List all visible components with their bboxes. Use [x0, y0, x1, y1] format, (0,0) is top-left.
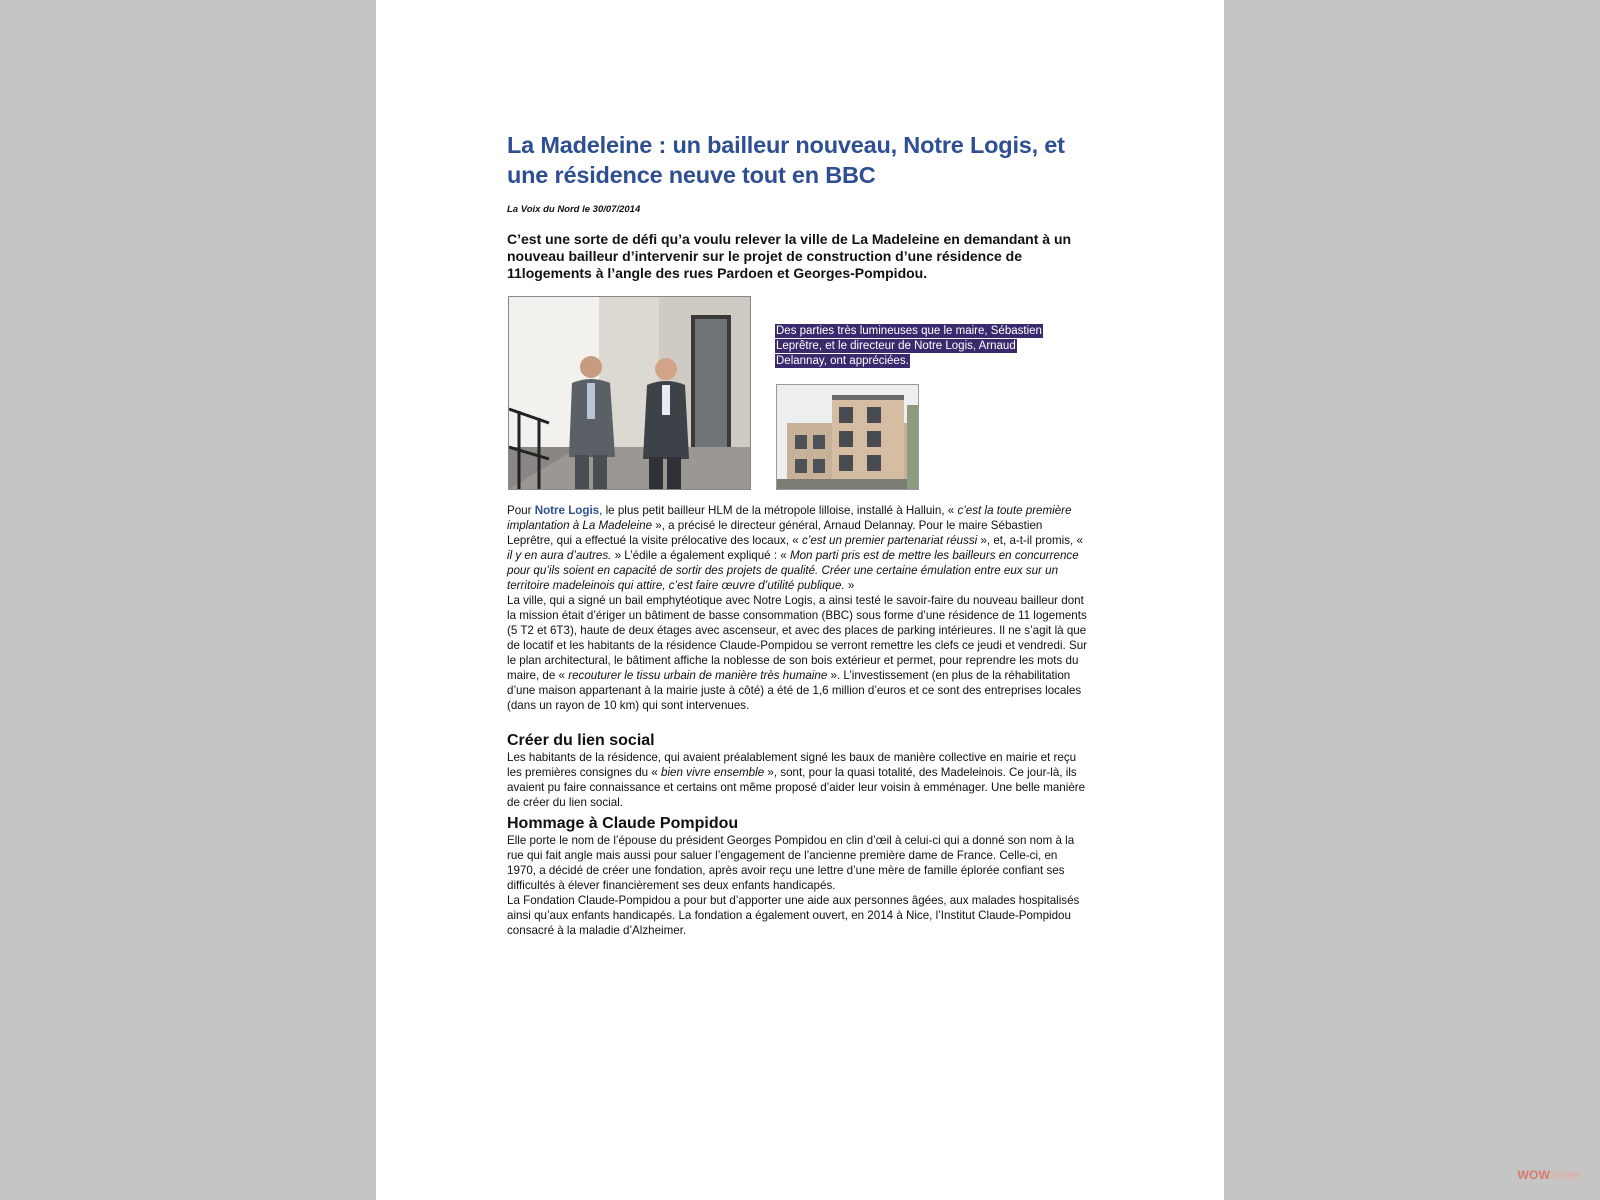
paragraph-1: Pour Notre Logis, le plus petit bailleur HLM de la métropole lilloise, installé à Halluin, « c’est la toute première implantation à La Madeleine », a précisé le directeur général, Arnaud Delannay. Pour le maire Sébastien Leprêtre, qui a effectué la visite prélocative des locaux, « c’est un premier partenariat réussi », et, a-t-il promis, « il y en aura d’autres. » L’édile a également expliqué : « Mon parti pris est de mettre les bailleurs en concurrence pour qu’ils soient en capacité de sortir des projets de qualité. Créer une certaine émulation entre eux sur un territoire madeleinois qui attire, c’est faire œuvre d’utilité publique. » [507, 504, 1083, 592]
paragraph-2: La ville, qui a signé un bail emphytéotique avec Notre Logis, a ainsi testé le savoir-faire du nouveau bailleur dont la mission était d’ériger un bâtiment de basse consommation (BBC) sous forme d’une résidence de 11 logements (5 T2 et 6T3), haute de deux étages avec ascenseur, et avec des places de parking intérieures. Il ne s’agit là que de locatif et les habitants de la résidence Claude-Pompidou se verront remettre les clefs ce jeudi et vendredi. Sur le plan architectural, le bâtiment affiche la noblesse de son bois extérieur et permet, pour reprendre les mots du maire, de « recouturer le tissu urbain de manière très humaine ». L’investissement (en plus de la réhabilitation d’une maison appartenant à la mairie juste à côté) a été de 1,6 million d’euros et ce sont des entreprises locales (dans un rayon de 10 km) qui sont intervenues. [507, 594, 1087, 712]
notre-logis-link[interactable]: Notre Logis [534, 504, 600, 517]
photo-caption: Des parties très lumineuses que le maire, Sébastien Leprêtre, et le directeur de Notre Logis, Arnaud Delannay, ont appréciées. [776, 325, 1042, 367]
wowslider-logo[interactable]: WOWSlider [1517, 1168, 1582, 1182]
article-source: La Voix du Nord le 30/07/2014 [507, 204, 641, 215]
paragraph-5: La Fondation Claude-Pompidou a pour but d’apporter une aide aux personnes âgées, aux malades hospitalisés ainsi qu’aux enfants handicapés. La fondation a également ouvert, en 2014 à Nice, l’Institut Claude-Pompidou consacré à la maladie d’Alzheimer. [507, 894, 1080, 937]
photo-block [507, 296, 1087, 492]
photo-residence [776, 384, 919, 490]
article-body [507, 503, 1087, 938]
article-title: La Madeleine : un bailleur nouveau, Notre Logis, et une résidence neuve tout en BBC [507, 132, 1065, 188]
document-page [376, 0, 1224, 1200]
article-lede: C’est une sorte de défi qu’a voulu relever la ville de La Madeleine en demandant à un nouveau bailleur d’intervenir sur le projet de construction d’une résidence de 11logements à l’angle des rues Pardoen et Georges-Pompidou. [507, 231, 1072, 281]
photo-mayor-and-director [508, 296, 751, 490]
subheading-lien-social: Créer du lien social [507, 732, 655, 749]
paragraph-3: Les habitants de la résidence, qui avaient préalablement signé les baux de manière collective en mairie et reçu les premières consignes du « bien vivre ensemble », sont, pour la quasi totalité, des Madeleinois. Ce jour-là, ils avaient pu faire connaissance et certains ont même proposé d’aider leur voisin à emménager. Une belle manière de créer du lien social. [507, 751, 1086, 809]
article [507, 130, 1087, 938]
paragraph-4: Elle porte le nom de l’épouse du président Georges Pompidou en clin d’œil à celui-ci qui a donné son nom à la rue qui fait angle mais aussi pour saluer l’engagement de l’ancienne première dame de France. Celle-ci, en 1970, a décidé de créer une fondation, après avoir reçu une lettre d’une mère de famille éplorée confiant ses difficultés à élever financièrement ses deux enfants handicapés. [507, 834, 1075, 892]
subheading-hommage: Hommage à Claude Pompidou [507, 815, 739, 832]
